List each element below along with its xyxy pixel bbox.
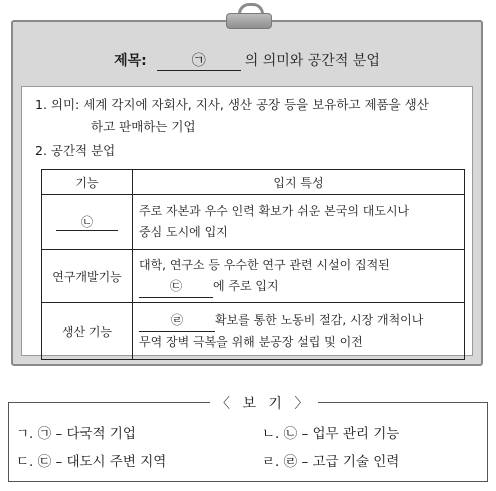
- content-paper: [21, 86, 473, 356]
- function-cell: [42, 195, 133, 250]
- option-symbol: ㉡: [283, 426, 298, 442]
- header-function: 기능: [42, 170, 133, 195]
- item1-line1: 1. 의미: 세계 각지에 자회사, 지사, 생산 공장 등을 보유하고 제품을 생산: [35, 97, 429, 112]
- location-cell: [133, 303, 465, 360]
- location-line: [139, 310, 458, 332]
- option-prefix: ㄱ.: [16, 426, 34, 442]
- option-text: – 대도시 주변 지역: [55, 454, 167, 470]
- option-b: [262, 422, 399, 442]
- option-prefix: ㄹ.: [262, 454, 280, 470]
- blank-b: [56, 213, 118, 231]
- item2-heading: 2. 공간적 분업: [35, 143, 116, 158]
- function-table: [41, 169, 465, 360]
- item1-line2: 하고 판매하는 기업: [91, 119, 196, 134]
- blank-d: [139, 310, 215, 332]
- location-text: 확보를 통한 노동비 절감, 시장 개척이나: [215, 312, 424, 327]
- bogi-label-text: 보 기: [242, 396, 286, 412]
- header-location: 입지 특성: [133, 170, 465, 195]
- option-symbol: ㉣: [283, 454, 298, 470]
- clipboard-clip: [226, 3, 270, 27]
- table-header-row: [42, 170, 465, 195]
- table-row: [42, 250, 465, 303]
- symbol-a: ㉠: [191, 52, 206, 69]
- clip-base: [226, 13, 272, 29]
- option-d: [262, 450, 399, 470]
- location-line: 대학, 연구소 등 우수한 연구 관련 시설이 집적된: [139, 257, 390, 272]
- blank-c: [139, 276, 213, 298]
- location-line: 주로 자본과 우수 인력 확보가 쉬운 본국의 대도시나: [139, 204, 410, 218]
- location-line: 중심 도시에 입지: [139, 225, 228, 239]
- bogi-label: 〈 보 기 〉: [210, 393, 318, 413]
- option-text: – 업무 관리 기능: [301, 426, 400, 442]
- symbol-d: ㉣: [170, 312, 183, 327]
- option-prefix: ㄴ.: [262, 426, 280, 442]
- location-cell: [133, 195, 465, 250]
- title-bar: [21, 36, 473, 84]
- location-cell: [133, 250, 465, 303]
- option-prefix: ㄷ.: [16, 454, 34, 470]
- option-a: [16, 422, 136, 442]
- title-blank: [157, 50, 241, 71]
- symbol-b: ㉡: [80, 215, 93, 229]
- function-cell: 생산 기능: [42, 303, 133, 360]
- symbol-c: ㉢: [169, 278, 182, 293]
- location-line: 무역 장벽 극복을 위해 분공장 설립 및 이전: [139, 334, 363, 349]
- location-line: [139, 276, 458, 298]
- table-row: [42, 303, 465, 360]
- bogi-box: [8, 402, 488, 482]
- option-text: – 다국적 기업: [55, 426, 136, 442]
- option-text: – 고급 기술 인력: [301, 454, 400, 470]
- location-text: 에 주로 입지: [213, 278, 279, 293]
- option-c: [16, 450, 166, 470]
- option-symbol: ㉢: [37, 454, 52, 470]
- title-label: 제목:: [114, 53, 147, 69]
- table-row: [42, 195, 465, 250]
- option-symbol: ㉠: [37, 426, 52, 442]
- title-text: 의 의미와 공간적 분업: [244, 53, 380, 69]
- function-cell: 연구개발기능: [42, 250, 133, 303]
- clipboard: [11, 20, 483, 366]
